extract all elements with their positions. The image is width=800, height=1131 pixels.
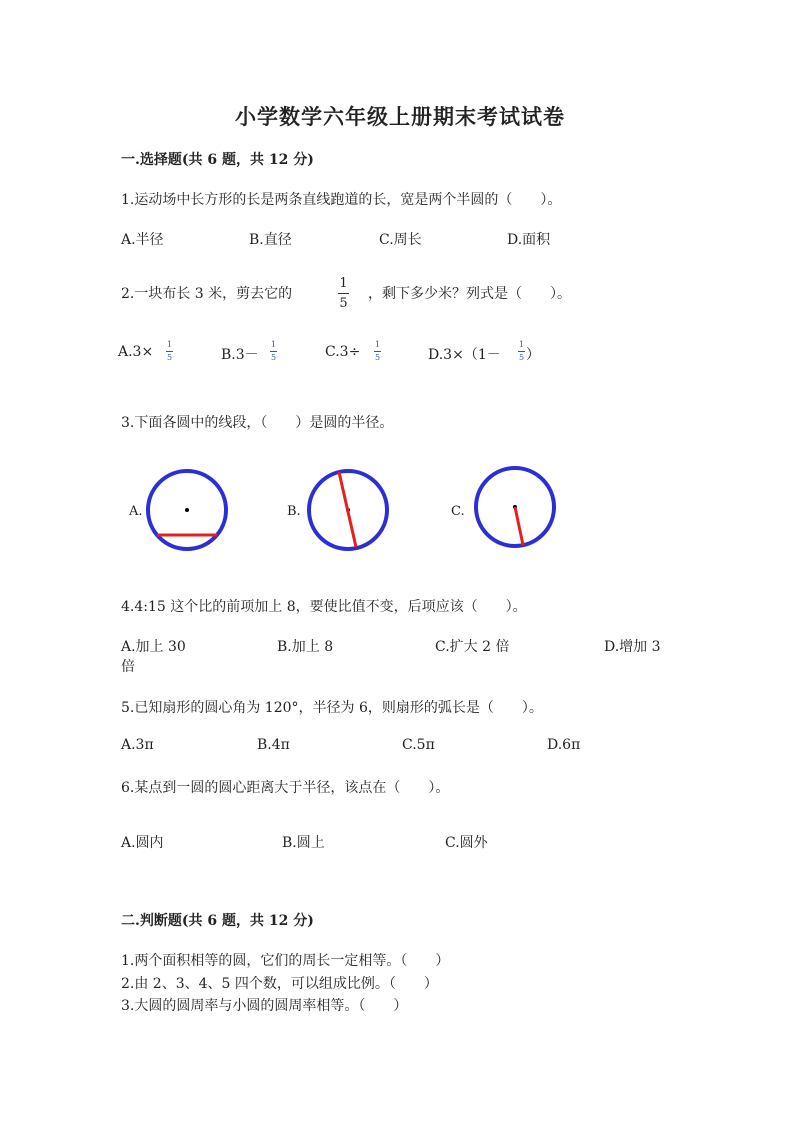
question-6-option-a: A.圆内 bbox=[121, 835, 164, 851]
circle-label-c: C. bbox=[451, 504, 465, 519]
question-5-text: 5.已知扇形的圆心角为 120°，半径为 6，则扇形的弧长是（ ）。 bbox=[121, 700, 543, 716]
fraction-denominator: 5 bbox=[518, 353, 525, 362]
circle-label-b: B. bbox=[287, 504, 301, 519]
section-heading-judgment: 二.判断题(共 6 题，共 12 分) bbox=[121, 913, 314, 929]
question-2-text-after: ，剩下多少米？列式是（ ）。 bbox=[368, 286, 571, 302]
question-2-option-b-prefix: B.3－ bbox=[221, 347, 259, 363]
question-3-circles-figure bbox=[0, 455, 800, 585]
fraction-denominator: 5 bbox=[374, 353, 381, 362]
question-2-option-a-prefix: A.3× bbox=[118, 344, 154, 360]
section-heading-choice: 一.选择题(共 6 题，共 12 分) bbox=[121, 152, 314, 168]
judgment-item-2: 2.由 2、3、4、5 四个数，可以组成比例。（ ） bbox=[121, 976, 438, 992]
question-2-option-a-fraction bbox=[166, 341, 173, 362]
circle-c-radius-segment bbox=[515, 507, 523, 545]
question-2-fraction bbox=[338, 277, 349, 310]
question-2-text-before: 2.一块布长 3 米，剪去它的 bbox=[121, 286, 293, 302]
question-4-option-d-wrap: 倍 bbox=[121, 659, 135, 675]
page-title: 小学数学六年级上册期末考试试卷 bbox=[235, 104, 565, 129]
question-5-option-c: C.5π bbox=[402, 737, 435, 753]
question-2-option-d-suffix: ） bbox=[526, 347, 540, 363]
question-5-option-a: A.3π bbox=[121, 737, 154, 753]
question-2-option-c-fraction bbox=[374, 341, 381, 362]
question-1-option-d: D.面积 bbox=[507, 232, 551, 248]
question-1-option-c: C.周长 bbox=[379, 232, 422, 248]
question-4-text: 4.4:15 这个比的前项加上 8，要使比值不变，后项应该（ ）。 bbox=[121, 599, 527, 615]
question-4-option-c: C.扩大 2 倍 bbox=[435, 639, 510, 655]
fraction-numerator: 1 bbox=[270, 340, 277, 349]
question-2-option-b-fraction bbox=[270, 341, 277, 362]
question-2-option-c-prefix: C.3÷ bbox=[325, 344, 361, 360]
fraction-denominator: 5 bbox=[339, 296, 348, 311]
fraction-numerator: 1 bbox=[166, 340, 173, 349]
judgment-item-1: 1.两个面积相等的圆，它们的周长一定相等。（ ） bbox=[121, 953, 450, 969]
question-3-text: 3.下面各圆中的线段，（ ）是圆的半径。 bbox=[121, 415, 394, 431]
question-1-option-a: A.半径 bbox=[121, 232, 164, 248]
question-6-text: 6.某点到一圆的圆心距离大于半径，该点在（ ）。 bbox=[121, 780, 450, 796]
question-6-option-c: C.圆外 bbox=[445, 835, 488, 851]
fraction-denominator: 5 bbox=[166, 353, 173, 362]
question-1-text: 1.运动场中长方形的长是两条直线跑道的长，宽是两个半圆的（ ）。 bbox=[121, 192, 562, 208]
question-2-option-d-fraction bbox=[518, 341, 525, 362]
fraction-numerator: 1 bbox=[374, 340, 381, 349]
question-5-option-b: B.4π bbox=[257, 737, 290, 753]
question-4-option-d: D.增加 3 bbox=[604, 639, 661, 655]
circle-label-a: A. bbox=[129, 504, 143, 519]
judgment-item-3: 3.大圆的圆周率与小圆的圆周率相等。（ ） bbox=[121, 998, 408, 1014]
fraction-denominator: 5 bbox=[270, 353, 277, 362]
question-5-option-d: D.6π bbox=[547, 737, 581, 753]
circle-a-center-dot bbox=[185, 508, 189, 512]
question-1-option-b: B.直径 bbox=[249, 232, 292, 248]
question-2-option-d-prefix: D.3×（1－ bbox=[428, 347, 501, 363]
question-6-option-b: B.圆上 bbox=[282, 835, 325, 851]
circle-b-diameter-segment bbox=[339, 472, 356, 547]
fraction-numerator: 1 bbox=[518, 340, 525, 349]
question-4-option-a: A.加上 30 bbox=[121, 639, 186, 655]
fraction-numerator: 1 bbox=[339, 276, 348, 291]
question-4-option-b: B.加上 8 bbox=[277, 639, 334, 655]
